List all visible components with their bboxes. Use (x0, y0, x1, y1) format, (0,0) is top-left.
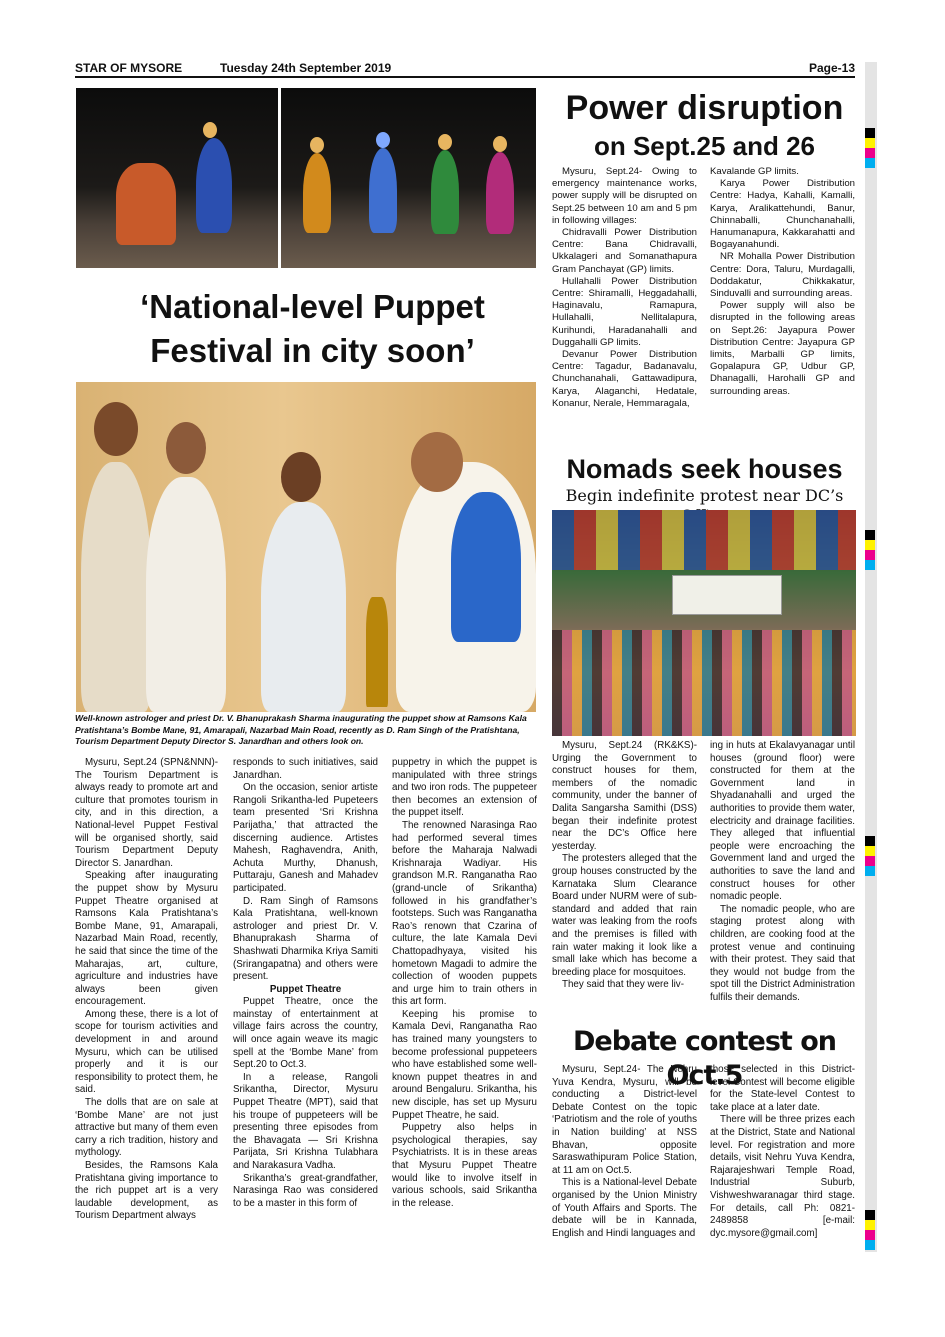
protest-photo (552, 510, 856, 736)
nomads-subhead: Begin indefinite protest near DC’s (565, 486, 844, 505)
puppet-figure (486, 152, 514, 234)
margin-strip (865, 62, 877, 1252)
power-headline-line2: on Sept.25 and 26 (593, 131, 816, 161)
photo-caption: Well-known astrologer and priest Dr. V. Bhanuprakash Sharma inaugurating the puppet show at Ramsons Kala Pratishtana’s Bombe Mane, 91, Amarapali, Nazarbad Main Road, recently as D. Ram Singh of the Pratishtana, Tourism Department Deputy Director S. Janardhan and others look on. (75, 713, 527, 746)
nomads-headline: Nomads seek houses (566, 454, 843, 484)
person-figure (81, 462, 151, 712)
puppet-story-col2: responds to such initiatives, said Janardhan. On the occasion, senior artiste Rangoli Srikantha-led Pupeteers team presented ‘Sri Krishna Parijatha,’ that attracted the discerning audience. Artistes Mahesh, Raghavendra, Anith, Achuta Murthy, Dhanush, Puttaraju, Ganesh and Mahadev participated. D. Ram Singh of Ramsons Kala Pratishtana, well-known astrologer and priest Dr. V. Bhanuprakash Sharma of Shashwati Dharmika Kriya Samiti (Srirangapatna) and others were present. Puppet Theatre Puppet Theatre, once the mainstay of entertainment at village fairs across the country, will once again weave its magic spell at the ‘Bombe Mane’ from Sept.20 to Oct.3. In a release, Rangoli Srikantha, Director, Mysuru Puppet Theatre (MPT), said that his troupe of puppeteers will be presenting three episodes from the Bhavagata — Sri Krishna Parijata, Sri Krishna Tulabhara and Narakasura Vadha. Srikantha’s great-grandfather, Narasinga Rao was considered to be a master in this form of (233, 757, 378, 1209)
issue-date: Tuesday 24th September 2019 (220, 61, 392, 75)
power-headline-line1: Power disruption (565, 89, 844, 127)
publication-name: STAR OF MYSORE (75, 61, 183, 75)
seated-protesters (552, 630, 856, 736)
debate-headline: Debate contest on Oct.5 (572, 1026, 837, 1091)
page-header (75, 60, 855, 78)
power-story-col2: Kavalande GP limits. Karya Power Distribution Centre: Hadya, Kahalli, Kamalli, Karya, Aralikattehundi, Banur, Chinnaballi, Chunchanahalli, Hanumanapura, Kakkarahatti and Bogayanahundi. NR Mohalla Power Distribution Centre: Dora, Taluru, Murdagalli, Doddakatur, Chikkakatur, Sinduvalli and surrounding areas. Power supply will also be disrupted in the following areas on Sept.26: Jayapura Power Distribution Centre: Jayapura GP limits, Marballi GP limits, Gopalapura GP, Udbur GP, Dhanagalli, Harohalli GP and surrounding areas. (710, 166, 855, 397)
puppet-theatre-subhead: Puppet Theatre (269, 983, 342, 995)
nomads-story-col1: Mysuru, Sept.24 (RK&KS)- Urging the Government to construct houses for them, members of the nomadic community, under the banner of Dalita Sangarsha Samithi (DSS) began their indefinite protest near the DC’s Office here yesterday. The protesters alleged that the group houses constructed by the Karnataka Slum Clearance Board under NURM were of sub-standard and added that rain water was leaking from the roofs and the premises is filled with rain water making it look like a small lake which has become a breeding place for mosquitoes. They said that they were liv- (552, 740, 697, 991)
person-figure (146, 477, 226, 712)
puppet-figure (196, 138, 232, 233)
puppet-figure (369, 148, 397, 233)
puppet-story-col3: puppetry in which the puppet is manipulated with three strings and two iron rods. The puppeteer then becomes an extension of the puppet itself. The renowned Narasinga Rao had performed several times before the Maharaja Nalwadi Krishnaraja Wadiyar. His grandson M.R. Ranganatha Rao (grand-uncle of Srikantha) followed in his grandfather’s footsteps. Such was Ranganatha Rao’s renown that Czarina of culture, the late Kamala Devi Chattopadhyaya, visited his hometown Magadi to admire the collection of wooden puppets and urge him to train others in this art form. Keeping his promise to Kamala Devi, Ranganatha Rao has trained many youngsters to become professional puppeteers who have established some well-known puppet theatres in and around Bengaluru. Srikantha, his new disciple, has set up Mysuru Puppet Theatre, he said. Puppetry also helps in psychological therapies, say Psychiatrists. It is in these areas that Mysuru Puppet Theatre would like to involve itself in various schools, said Srikantha in the release. (392, 757, 537, 1209)
tent-canopy (552, 510, 856, 570)
registration-marks (865, 128, 875, 168)
power-story-col1: Mysuru, Sept.24- Owing to emergency maintenance works, power supply will be disrupted on Sept.25 between 10 am and 5 pm in following villages: Chidravalli Power Distribution Centre: Bana Chidravalli, Ukkalageri and Somanathapura Gram Panchayat (GP) limits. Hullahalli Power Distribution Centre: Shiramalli, Heggadahalli, Haginavalu, Ramapura, Hullahalli, Nellitalapura, Kurihundi, Haradanahalli and Duggahalli GP limits. Devanur Power Distribution Centre: Tagadur, Badanavalu, Chunchanahali, Gattawadipura, Karya, Alaganchi, Hedatale, Konanur, Nerale, Hemmaragala, (552, 166, 697, 409)
brass-lamp (366, 597, 388, 707)
puppet-row-photo (281, 88, 536, 268)
puppet-figure (303, 153, 331, 233)
protest-banner (672, 575, 782, 615)
registration-marks (865, 1210, 875, 1250)
ganesha-puppet-photo (76, 88, 278, 268)
lamp-lighting-photo (76, 382, 536, 712)
registration-marks (865, 530, 875, 570)
puppet-figure (431, 150, 459, 234)
debate-story-col2: those selected in this District-level Contest will become eligible for the State-level Contest to take place at a later date. There will be three prizes each at the District, State and National level. For registration and more details, visit Nehru Yuva Kendra, Rajarajeshwari Temple Road, Industrial Suburb, Vishweshwaranagar third stage. For details, call Ph: 0821-2489858 [e-mail: dyc.mysore@gmail.com] (710, 1064, 855, 1239)
person-figure (261, 502, 346, 712)
puppet-story-col1: Mysuru, Sept.24 (SPN&NNN)- The Tourism Department is always ready to promote art and culture that promotes tourism in city, and in this direction, a National-level Puppet Festival will be organised shortly, said Tourism Department Deputy Director S. Janardhan. Speaking after inaugurating the puppet show by Mysuru Puppet Theatre organised at Ramsons Kala Pratishtana’s Bombe Mane, 91, Amarapali, Nazarbad Main Road, recently, he said that since the time of the Maharajas, art, culture, agriculture and industries have always been given encouragement. Among these, there is a lot of scope for tourism activities and development in and around Mysuru, which can be utilised properly and it is our responsibility to protect them, he said. The dolls that are on sale at ‘Bombe Mane’ are not just attractive but many of them even carry a rich tradition, history and mythology. Besides, the Ramsons Kala Pratishtana giving importance to the rich puppet art is a very laudable development, as Tourism Department always (75, 757, 218, 1222)
puppet-headline (80, 285, 545, 373)
nomads-story-col2: ing in huts at Ekalavyanagar until houses (ground floor) were constructed for them at the Government land in Shyadanahalli and urged the authorities to provide them water, electricity and drainage facilities. They alleged that influential people were encroaching the Government land and urged the authorities to save the land and construct houses for other nomadic people. The nomadic people, who are staging protest along with children, are cooking food at the protest venue and continuing with their protest. They said that they would not budge from the spot till the District Administration fulfils their demands. (710, 740, 855, 1003)
puppet-headline-line1: ‘National-level Puppet (140, 288, 485, 325)
ganesha-puppet (116, 163, 176, 245)
debate-story-col1: Mysuru, Sept.24- The Nehru Yuva Kendra, Mysuru, will be conducting a District-level Debate Contest on the topic ‘Patriotism and the role of youths in Nation building’ at NSS Bhavan, opposite Saraswathipuram Police Station, at 11 am on Oct.5. This is a National-level Debate organised by the Union Ministry of Youth Affairs and Sports. The debate will be in Kannada, English and Hindi languages and (552, 1064, 697, 1239)
puppet-headline-line2: Festival in city soon’ (150, 332, 475, 369)
page-number: Page-13 (808, 61, 855, 75)
registration-marks (865, 836, 875, 876)
